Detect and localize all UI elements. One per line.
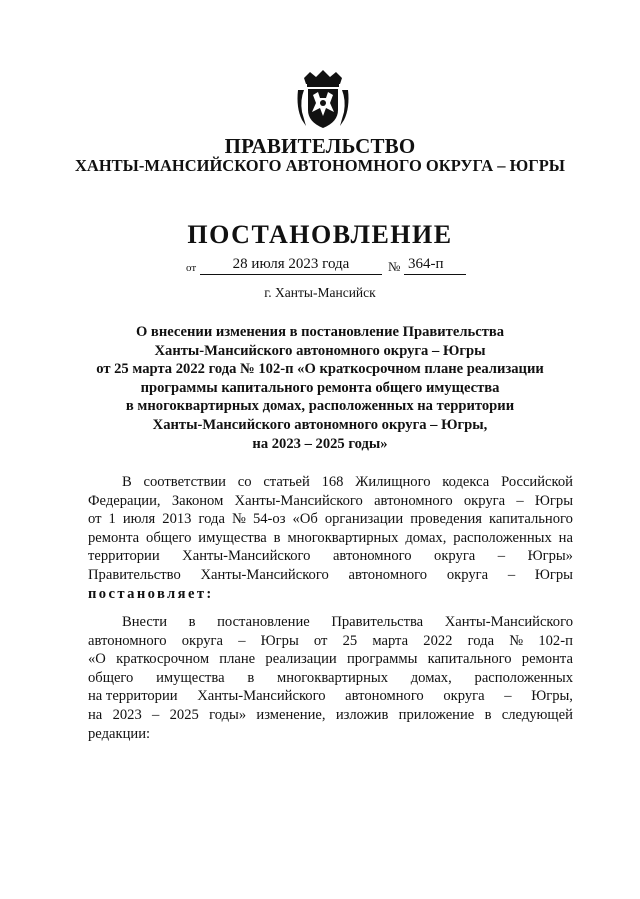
word: –	[238, 632, 246, 649]
paragraph-line	[88, 632, 573, 651]
word: плане	[219, 651, 256, 668]
paragraph-line	[88, 566, 573, 585]
word: в	[188, 614, 196, 630]
word: многоквартирных	[276, 669, 388, 686]
word: от	[313, 632, 328, 649]
word: в	[484, 706, 492, 723]
word: имущества	[156, 669, 225, 686]
body-paragraph-1	[88, 473, 573, 603]
word: 54-оз	[252, 511, 286, 528]
word: –	[507, 566, 516, 583]
paragraph-line	[88, 585, 573, 604]
word: В	[122, 474, 132, 490]
word: расположенных	[453, 529, 552, 546]
number-label: №	[388, 259, 401, 274]
date-number-row	[0, 256, 640, 278]
from-label: от	[186, 262, 197, 274]
word: ремонта	[521, 651, 573, 668]
word: –	[497, 548, 506, 565]
heading-line: Ханты-Мансийского автономного округа – Югры,	[152, 416, 488, 433]
paragraph-line	[88, 529, 573, 548]
word: реализации	[265, 651, 337, 668]
heading-line: от 25 марта 2022 года № 102-п «О краткосрочном плане реализации	[96, 361, 544, 378]
word: 1	[108, 511, 116, 528]
heading-line: программы капитального ремонта общего имущества	[140, 379, 500, 396]
word: постановление	[217, 614, 310, 630]
paragraph-line	[88, 547, 573, 566]
word: территории	[88, 548, 160, 565]
word: имущества	[198, 529, 267, 546]
word: автономного	[332, 548, 412, 565]
word: соответствии	[143, 474, 226, 490]
city: г. Ханты-Мансийск	[264, 285, 376, 300]
document-number: 364-п	[404, 256, 466, 275]
word: года	[198, 511, 225, 528]
paragraph-line	[88, 473, 573, 492]
word: Российской	[501, 474, 573, 490]
word: Югры»	[527, 548, 573, 565]
word: марта	[372, 632, 409, 649]
word: приложение	[398, 706, 475, 723]
word: в	[273, 529, 281, 546]
decree-word: постановляет:	[88, 585, 214, 602]
word: 2022	[423, 632, 453, 649]
word: июля	[122, 511, 156, 528]
word: Югры,	[531, 688, 573, 705]
word: Внести	[122, 614, 168, 630]
word: 2013	[162, 511, 192, 528]
heading-line: О внесении изменения в постановление Правительства	[135, 324, 505, 340]
word: Югры	[534, 492, 573, 509]
word: 2023	[112, 706, 142, 723]
word: на	[558, 529, 573, 546]
word: Федерации,	[88, 492, 161, 509]
word: Югры	[534, 566, 573, 583]
word: многоквартирных	[287, 529, 399, 546]
paragraph-last-line: редакции:	[88, 725, 151, 742]
word: программы	[346, 651, 418, 668]
heading-line: на 2023 – 2025 годы»	[252, 435, 388, 452]
paragraph-line	[88, 706, 573, 725]
word: изменение,	[256, 706, 326, 723]
word: округа	[181, 632, 224, 649]
word: №	[231, 511, 246, 528]
paragraph-line	[88, 725, 573, 744]
word: капитального	[489, 511, 573, 528]
word: Ханты-Мансийского	[200, 566, 329, 583]
word: Ханты-Мансийского	[197, 688, 326, 705]
word: Ханты-Мансийского	[444, 614, 573, 630]
word: 2025	[169, 706, 199, 723]
word: организации	[324, 511, 404, 528]
heading-line: Ханты-Мансийского автономного округа – Югры	[154, 342, 486, 359]
word: года	[467, 632, 495, 649]
paragraph-line	[88, 669, 573, 688]
word: со	[237, 474, 252, 490]
word: общего	[88, 669, 134, 686]
word: автономного	[374, 492, 453, 509]
word: общего	[146, 529, 192, 546]
word: Правительство	[88, 566, 181, 583]
word: 102-п	[538, 632, 573, 649]
word: «О	[88, 651, 106, 668]
word: №	[509, 632, 524, 649]
word: Ханты-Мансийского	[234, 492, 363, 509]
paragraph-line	[88, 510, 573, 529]
word: –	[152, 706, 160, 723]
body-paragraph-2	[88, 613, 573, 743]
word: краткосрочном	[116, 651, 210, 668]
word: Законом	[171, 492, 224, 509]
word: –	[516, 492, 524, 509]
word: годы»	[209, 706, 247, 723]
document-date: 28 июля 2023 года	[200, 256, 382, 275]
word: расположенных	[474, 669, 573, 686]
word: на территории	[88, 688, 178, 705]
word: домах,	[405, 529, 447, 546]
word: округа	[434, 548, 476, 565]
word: округа	[446, 566, 489, 583]
word: Ханты-Мансийского	[182, 548, 311, 565]
word: Югры	[260, 632, 299, 649]
word: автономного	[348, 566, 428, 583]
paragraph-line	[88, 492, 573, 511]
word: домах,	[410, 669, 452, 686]
paragraph-line	[88, 650, 573, 669]
word: 25	[342, 632, 358, 649]
region-title: ХАНТЫ-МАНСИЙСКОГО АВТОНОМНОГО ОКРУГА – ЮГРЫ	[75, 156, 565, 175]
heading-line: в многоквартирных домах, расположенных на территории	[125, 398, 515, 415]
word: в	[247, 669, 255, 686]
word: округа	[463, 492, 506, 509]
word: автономного	[345, 688, 424, 705]
word: Правительства	[331, 614, 424, 630]
word: округа	[443, 688, 485, 705]
word: проведения	[410, 511, 482, 528]
paragraph-line	[88, 687, 573, 706]
word: от	[88, 511, 102, 528]
document-type: ПОСТАНОВЛЕНИЕ	[187, 220, 453, 249]
paragraph-line	[88, 613, 573, 632]
word: статьей	[263, 474, 310, 490]
word: 168	[321, 474, 344, 490]
word: Жилищного	[355, 474, 431, 490]
word: ремонта	[88, 529, 140, 546]
word: «Об	[292, 511, 318, 528]
government-title: ПРАВИТЕЛЬСТВО	[224, 134, 416, 158]
word: на	[88, 706, 103, 723]
coat-of-arms-emblem	[296, 68, 350, 130]
document-heading	[60, 323, 580, 453]
word: –	[504, 688, 512, 705]
word: автономного	[88, 632, 167, 649]
word: кодекса	[442, 474, 490, 490]
word: капитального	[427, 651, 512, 668]
word: следующей	[501, 706, 573, 723]
word: изложив	[335, 706, 389, 723]
